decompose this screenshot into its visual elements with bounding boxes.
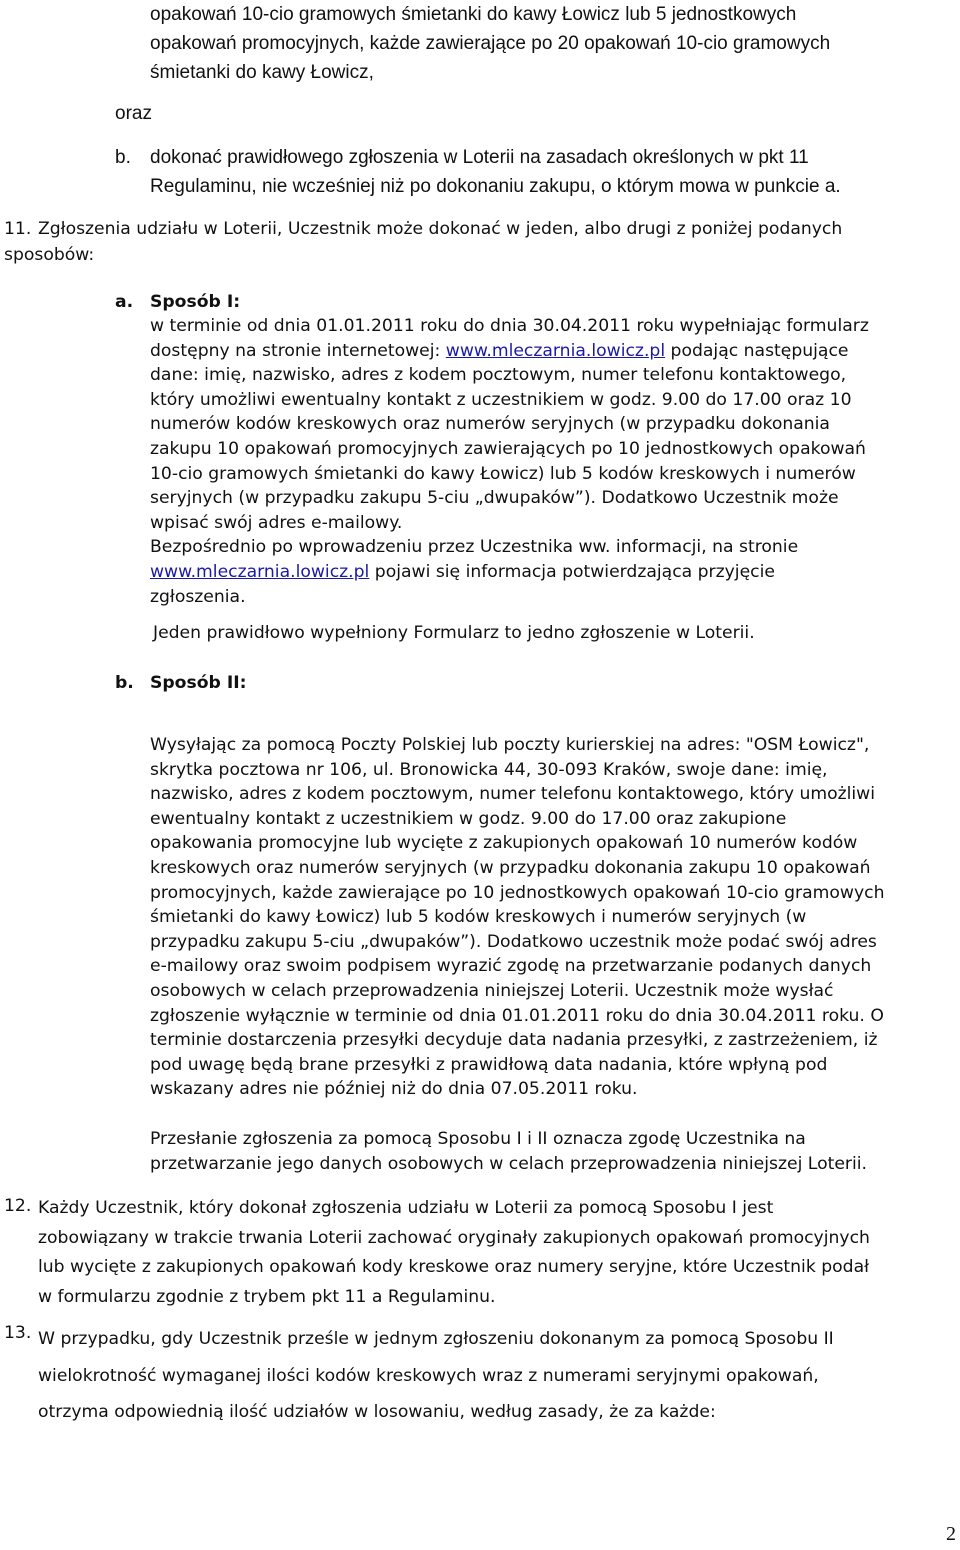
section-11-line-2: sposobów: <box>4 245 95 265</box>
sposob-2-line: śmietanki do kawy Łowicz) lub 5 kodów kreskowych i numerów seryjnych (w <box>150 907 807 928</box>
sposob-2-line: opakowania promocyjne lub wycięte z zakupionych opakowań 10 numerów kodów <box>150 833 858 854</box>
consent-paragraph <box>150 1127 958 1176</box>
section-12-line: lub wycięte z zakupionych opakowań kody kreskowe oraz numery seryjne, które Uczestnik podał <box>38 1257 869 1278</box>
sposob-2-line: promocyjnych, każde zawierające po 10 jednostkowych opakowań 10-cio gramowych <box>150 882 885 903</box>
intro-line-2: opakowań promocyjnych, każde zawierające po 20 opakowań 10-cio gramowych <box>150 33 831 54</box>
consent-line: przetwarzanie jego danych osobowych w celach przeprowadzenia niniejszej Loterii. <box>150 1153 867 1174</box>
section-11-number: 11. <box>4 219 32 239</box>
intro-line-3: śmietanki do kawy Łowicz, <box>150 62 374 83</box>
intro-b-line-1: dokonać prawidłowego zgłoszenia w Loterii na zasadach określonych w pkt 11 <box>150 147 809 168</box>
sposob-1-note: Jeden prawidłowo wypełniony Formularz to jedno zgłoszenie w Loterii. <box>153 623 755 643</box>
sposob-1-line: zgłoszenia. <box>150 586 246 607</box>
sposob-1-line-link1 <box>150 339 950 364</box>
section-12-line: zobowiązany w trakcie trwania Loterii zachować oryginały zakupionych opakowań promocyjnych <box>38 1227 870 1248</box>
sposob-2-line: skrytka pocztowa nr 106, ul. Bronowicka 44, 30-093 Kraków, swoje dane: imię, <box>150 759 828 780</box>
sposob-2-line: pod uwagę będą brane przesyłki z prawidłową data nadania, które wpłyną pod <box>150 1054 828 1075</box>
sposob-1-line-text: dostępny na stronie internetowej: <box>150 340 446 361</box>
sposob-1-line-link2 <box>150 560 950 585</box>
sposob-1-marker: a. <box>115 292 134 312</box>
intro-line-1: opakowań 10-cio gramowych śmietanki do kawy Łowicz lub 5 jednostkowych <box>150 4 797 25</box>
mleczarnia-link-1[interactable]: www.mleczarnia.lowicz.pl <box>445 340 666 361</box>
intro-b-paragraph <box>150 143 960 201</box>
section-12-number: 12. <box>4 1196 32 1216</box>
sposob-1-line: wpisać swój adres e-mailowy. <box>150 512 403 533</box>
sposob-1-line: Bezpośrednio po wprowadzeniu przez Uczestnika ww. informacji, na stronie <box>150 537 799 558</box>
section-11-line-1: Zgłoszenia udziału w Loterii, Uczestnik może dokonać w jeden, albo drugi z poniżej podanych <box>38 219 843 239</box>
sposob-2-title: Sposób II: <box>150 673 247 693</box>
sposob-1-line: dane: imię, nazwisko, adres z kodem pocztowym, numer telefonu kontaktowego, <box>150 365 847 386</box>
sposob-1-line: numerów kodów kreskowych oraz numerów seryjnych (w przypadku dokonania <box>150 414 830 435</box>
oraz-connector: oraz <box>115 103 152 124</box>
section-12-line: Każdy Uczestnik, który dokonał zgłoszenia udziału w Loterii za pomocą Sposobu I jest <box>38 1198 774 1218</box>
sposob-2-line: przypadku zakupu 5-ciu „dwupaków”). Dodatkowo uczestnik może podać swój adres <box>150 931 877 952</box>
section-12-body <box>38 1194 960 1312</box>
sposob-2-line: kreskowych oraz numerów seryjnych (w przypadku dokonania zakupu 10 opakowań <box>150 857 871 878</box>
sposob-1-title: Sposób I: <box>150 292 241 312</box>
sposob-2-line: osobowych w celach przeprowadzenia niniejszej Loterii. Uczestnik może wysłać <box>150 980 834 1001</box>
consent-line: Przesłanie zgłoszenia za pomocą Sposobu I i II oznacza zgodę Uczestnika na <box>150 1129 806 1149</box>
sposob-2-line: e-mailowy oraz swoim podpisem wyrazić zgodę na przetwarzanie podanych danych <box>150 956 872 977</box>
section-13-body <box>38 1321 960 1431</box>
sposob-2-body <box>150 733 958 1102</box>
sposob-1-after-link: podając następujące <box>665 340 849 361</box>
sposob-1-line: który umożliwi ewentualny kontakt z uczestnikiem w godz. 9.00 do 17.00 oraz 10 <box>150 389 852 410</box>
section-11-intro <box>38 217 960 242</box>
sposob-1-line: zakupu 10 opakowań promocyjnych zawierających po 10 jednostkowych opakowań <box>150 438 866 459</box>
sposob-1-line: 10-cio gramowych śmietanki do kawy Łowicz) lub 5 kodów kreskowych i numerów <box>150 463 856 484</box>
sposob-1-line: w terminie od dnia 01.01.2011 roku do dnia 30.04.2011 roku wypełniając formularz <box>150 316 869 336</box>
page-number: 2 <box>946 1523 956 1545</box>
section-12-line: w formularzu zgodnie z trybem pkt 11 a Regulaminu. <box>38 1286 496 1307</box>
sposob-2-line: Wysyłając za pomocą Poczty Polskiej lub poczty kurierskiej na adres: "OSM Łowicz", <box>150 735 870 755</box>
sposob-2-line: wskazany adres nie później niż do dnia 07.05.2011 roku. <box>150 1079 638 1100</box>
sposob-2-line: nazwisko, adres z kodem pocztowym, numer telefonu kontaktowego, który umożliwi <box>150 784 876 805</box>
sposob-1-after-link: pojawi się informacja potwierdzająca przyjęcie <box>369 561 775 582</box>
section-13-number: 13. <box>4 1323 32 1343</box>
sposob-2-line: zgłoszenie wyłącznie w terminie od dnia 01.01.2011 roku do dnia 30.04.2011 roku. O <box>150 1005 884 1026</box>
sposob-2-line: terminie dostarczenia przesyłki decyduje data nadania przesyłki, z zastrzeżeniem, iż <box>150 1030 878 1051</box>
sposob-2-line: ewentualny kontakt z uczestnikiem w godz. 9.00 do 17.00 oraz zakupione <box>150 808 787 829</box>
sposob-1-line: seryjnych (w przypadku zakupu 5-ciu „dwupaków”). Dodatkowo Uczestnik może <box>150 488 839 509</box>
section-13-line: wielokrotność wymaganej ilości kodów kreskowych wraz z numerami seryjnymi opakowań, <box>38 1365 819 1386</box>
sposob-2-marker: b. <box>115 673 134 693</box>
intro-b-line-2: Regulaminu, nie wcześniej niż po dokonaniu zakupu, o którym mowa w punkcie a. <box>150 176 841 197</box>
intro-paragraph <box>150 0 960 87</box>
mleczarnia-link-2[interactable]: www.mleczarnia.lowicz.pl <box>150 561 370 582</box>
sposob-1-body <box>150 314 950 609</box>
section-13-line: W przypadku, gdy Uczestnik prześle w jednym zgłoszeniu dokonanym za pomocą Sposobu II <box>38 1329 834 1349</box>
intro-b-marker: b. <box>115 147 131 168</box>
section-13-line: otrzyma odpowiednią ilość udziałów w losowaniu, według zasady, że za każde: <box>38 1402 716 1422</box>
